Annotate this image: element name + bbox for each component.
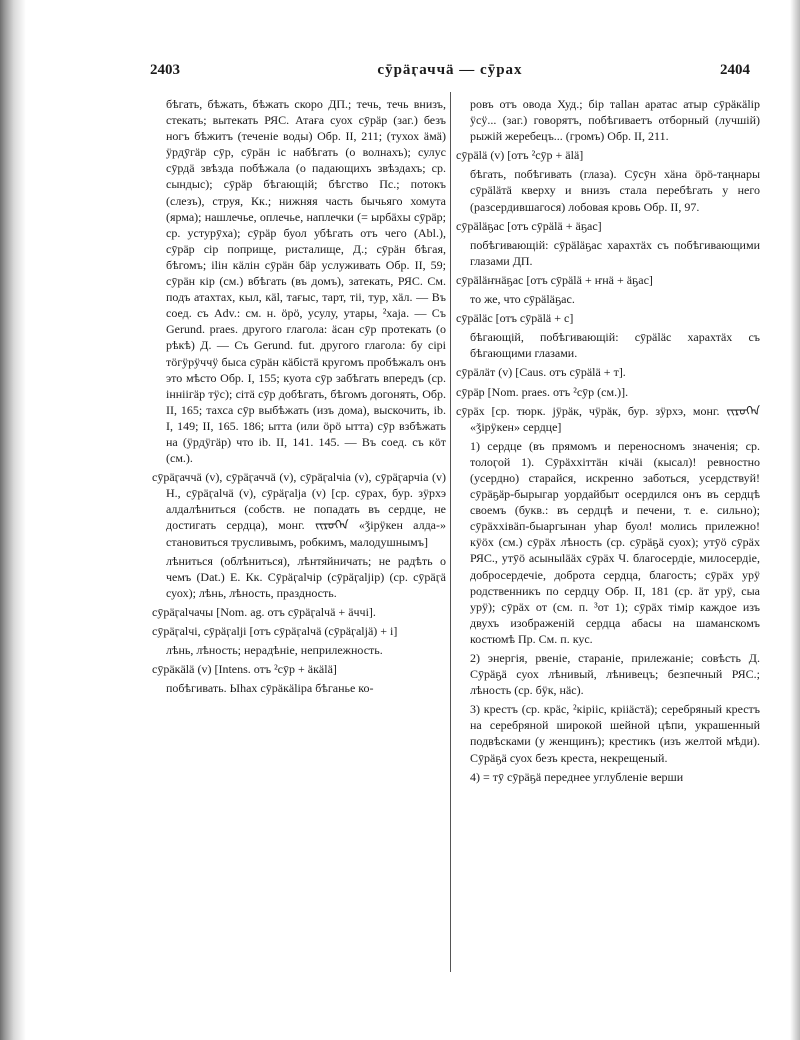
entry-headword-block: сӯрäӷаlчачы [Nom. ag. отъ сӯрäӷаlчä + äччі]. [152,604,376,619]
entry-text: лѣниться (облѣниться), лѣнтяйничать; не радѣть о чемъ (Dat.) Е. Кк. Сӯрäӷаlчір (сӯрäӷаlјір) (ср. сӯрäӷä суох); лѣнь, лѣность, праздность. [166,553,446,600]
scan-shadow-left [0,0,26,1040]
entry-headword-block: сӯрäläс [отъ сӯрälä + с] [456,311,574,326]
entry-text: бѣгать, побѣгивать (глаза). Сӯсӯн хäна öрö-таңнары сӯрäläтä кверху и внизъ стала перебѣгать у него (разсердившагося) лобовая кровь Обр. II, 97. [470,167,760,214]
entry-text: бѣгать, бѣжать, бѣжать скоро ДП.; течь, течь внизъ, стекать; вытекать РЯС. Атаға суох сӯрäр (заг.) безъ ногъ бѣжитъ (теченіе воды) Обр. II, 211; (тухох äмä) ӱрдӯгäр сӯр, сӯрäн іс набѣгать (о волнахъ); сулус сӯрдä звѣзда побѣжала (о падающихъ звѣздахъ; ср. сындыс); сӯрäр бѣгающій; бѣгство Пс.; потокъ (слезъ), струя, Кк.; нижняя часть бычьяго хомута (ярма); нашлечье, оплечье, наплечки (= ырбäхы сӯрäр; ср. устурӯха); сӯрäр буол убѣгать отъ чего (Abl.), сӯрäр сір поприще, ристалище, Д.; сӯрäн бѣгая, бѣгомъ; іlін кäлін сӯрäн бäр услуживать Обр. II, 59; сӯрäн кір (см.) вбѣгать (въ домъ), затекать, РЯС. См. подъ атахтах, кыл, кäl, тағыс, тарт, тіі, тур, хäл. — Въ соед. съ Adv.: см. н. öрö, усулу, утары, ²хаја. — Съ Gerund. praes. другого глагола: äсан сӯр протекать (о рѣкѣ) Д. — Съ Gerund. fut. другого глагола: бу сірі тöгӱрӱччӱ быса сӯрäн кäбістä кругомъ пробѣжалъ онъ это мѣсто Обр. I, 155; куота сӯр забѣгать впередъ (ср. інніігäр тӱс); сітä сӯр добѣгать, бѣгомъ догонять, Обр. II, 165; тахса сӯр выбѣжать (изъ дома), выскочить, ib. I, 149; II, 165. 186; ытта (или öрö ытта) сӯр взбѣжать на (ӱрдӱгäр) что ib. II, 141. 145. — Въ соед. съ кöт (см.). [166,97,446,466]
entry-headword-block: сӯрäläҥнäҕас [отъ сӯрälä + ҥнä + äҕас] [456,272,653,287]
entry-headword-block: сӯрäлäт (v) [Caus. отъ сӯрälä + т]. [456,365,626,380]
page-header [150,62,750,86]
entry-text: бѣгающій, побѣгивающій: сӯрäläс харахтäх съ бѣгающими глазами. [470,330,760,361]
entry-text: побѣгивать. Ыһах сӯрäкälіра бѣганье ко- [166,681,374,696]
page-number-left: 2403 [150,62,180,78]
right-column [456,96,760,788]
sense-paragraph: 3) крестъ (ср. крäс, ²кірііс, крііäстä); серебряный крестъ на серебряной широкой шейной цѣпи, украшенный подвѣсками (у женщинъ); крестикъ (изъ желтой мѣди). Сӯрäҕä суох безъ креста, некрещеный. [470,702,760,765]
left-column [152,96,446,699]
entry-headword-block: сӯрäläҕас [отъ сӯрälä + äҕас] [456,218,602,233]
entry-headword-block: сӯрäӷаlчі, сӯрäӷаlјі [отъ сӯрäӷаlчä (сӯрäӷаlјä) + і] [152,624,398,638]
sense-paragraph: 2) энергія, рвеніе, стараніе, прилежаніе; совѣсть Д. Сӯрäҕä суох лѣнивый, лѣнивецъ; безпечный РЯС.; лѣность (ср. бӱк, нäс). [470,651,760,698]
entry-headword-block: сӯрäр [Nom. praes. отъ ²сӯр (см.)]. [456,384,629,399]
running-head: сӯрӓӷаччӓ — сӯрах [377,62,523,78]
entry-text: лѣнь, лѣность; нерадѣніе, неприлежность. [166,643,383,658]
entry-headword-block: сӯрälä (v) [отъ ²сӯр + älä] [456,148,584,163]
sense-paragraph: 1) сердце (въ прямомъ и переносномъ значенія; ср. толоӷой 1). Сӯрäххіттäн кічäі (кысал)! ревностно (усердно) старайся, искренно заботься, усердствуй! сӯрäҕäр-бырыгар уордайбыт осердился онъ въ сердцѣ своемъ (букв.: въ сердцѣ и печени, т. е. сильно); сӯрäххівäп-быаргынан уһар буол! молись прилежно! кӱöх (см.) сӯрäх лѣность (ср. сӯрäҕä суох); утӯö сӯрäх РЯС., утӯö асыныlääх сӯрäх Ч. благосердіе, милосердіе, добросердечіе, доброта сердца, благость; сӯрäх урӱ родственникъ по сердцу Обр. II, 181 (ср. äт урӱ, сыа урӱ); сӯрäх от (см. п. ³от 1); сӯрäх тімір каждое изъ двухъ изображеній сердца абасы на шаманскомъ костюмѣ Пр. См. п. кус. [470,438,760,646]
entry-headword-block: сӯрäх [ср. тюрк. јӱрäк, чӱрäк, бур. зӱрхэ, монг. ᠵᠢᠷᠦᠬᠡᠨ «ǯірӱкен» сердце] [456,403,760,434]
scan-shadow-right [790,0,800,1040]
entry-text: побѣгивающій: сӯрäläҕас харахтäх съ побѣгивающими глазами ДП. [470,237,760,268]
entry-headword-block: сӯрäкälä (v) [Intens. отъ ²сӯр + äкälä] [152,662,337,677]
column-divider [450,92,451,972]
sense-paragraph: 4) = тӯ сӯрäҕä переднее углубленіе верши [470,769,684,784]
entry-headword-block: сӯрäӷаччӓ (v), сӯрäӷаччä (v), сӯрäӷаlчіа (v), сӯрäӷарчіа (v) Н., сӯрäӷаlчä (v), сӯрäӷаlја (v) [ср. сӯрах, бур. зӱрхэ алдалѣниться (собств. не попадать въ сердце, не достигать сердца), монг. ᠵᠢᠷᠦᠬᠡᠨ «ǯірӱкен алда-» становиться трусливымъ, робкимъ, малодушнымъ] [152,470,446,549]
entry-text: ровъ отъ овода Худ.; бір таllан аратас атыр сӯрäкälір ӱсӱ... (заг.) говорятъ, побѣгиваетъ отборный (лучшій) рыжій жеребецъ... (громъ) Обр. II, 211. [470,97,760,144]
entry-text: то же, что сӯрäläҕас. [470,292,575,307]
page-number-right: 2404 [720,62,750,78]
